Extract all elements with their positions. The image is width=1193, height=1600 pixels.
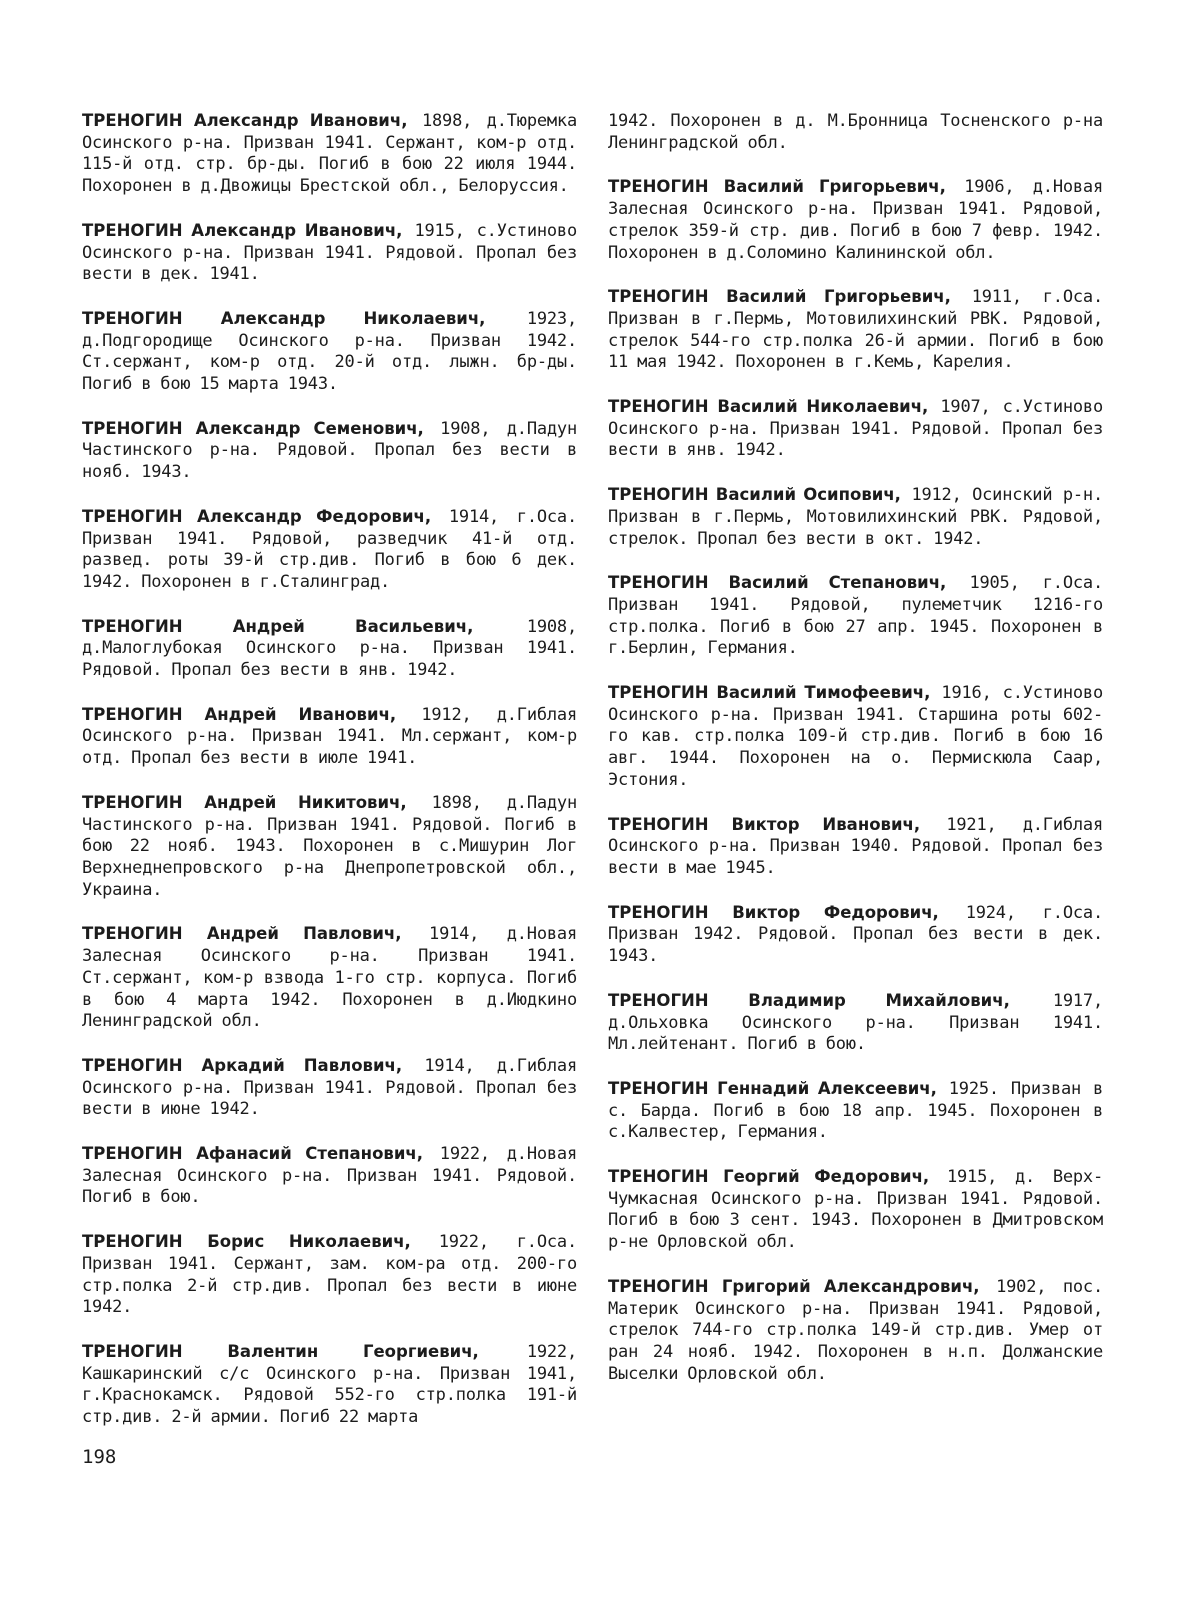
entry-name: ТРЕНОГИН Валентин Георгиевич,	[82, 1341, 479, 1361]
entry	[82, 110, 577, 198]
entry-text: 1921, д.Гиблая Осинского р-на. Призван 1940. Рядовой. Пропал без вести в мае 1945.	[608, 814, 1103, 878]
entry	[82, 1341, 577, 1429]
entry-name: ТРЕНОГИН Василий Григорьевич,	[608, 287, 951, 307]
entry	[82, 923, 577, 1033]
entry-name: ТРЕНОГИН Григорий Александрович,	[608, 1276, 980, 1296]
entry	[608, 1166, 1103, 1254]
entry-text: 1906, д.Новая Залесная Осинского р-на. Призван 1941. Рядовой, стрелок 359-й стр. див. Погиб в бою 7 февр. 1942. Похоронен в д.Соломино Калининской обл.	[608, 177, 1103, 263]
entry	[608, 1276, 1103, 1386]
entry-name: ТРЕНОГИН Александр Семенович,	[82, 418, 424, 438]
entry-name: ТРЕНОГИН Александр Иванович,	[82, 111, 408, 130]
entry-text: 1925. Призван в с. Барда. Погиб в бою 18 апр. 1945. Похоронен в с.Калвестер, Германия.	[608, 1078, 1103, 1143]
entry	[82, 506, 577, 594]
entry	[608, 902, 1103, 968]
entry-name: ТРЕНОГИН Александр Николаевич,	[82, 308, 486, 328]
entry-name: ТРЕНОГИН Василий Осипович,	[608, 485, 901, 505]
entry	[82, 418, 577, 484]
entry	[82, 308, 577, 396]
entry-name: ТРЕНОГИН Андрей Васильевич,	[82, 616, 474, 636]
entry-continuation	[608, 110, 1103, 154]
entry-text: 1902, пос. Материк Осинского р-на. Призван 1941. Рядовой, стрелок 744-го стр.полка 149-й стр.див. Умер от ран 24 нояб. 1942. Похоронен в н.п. Должанские Выселки Орловской обл.	[608, 1276, 1103, 1384]
entry	[608, 814, 1103, 880]
entry-name: ТРЕНОГИН Василий Степанович,	[608, 573, 947, 593]
entry	[82, 220, 577, 286]
entry-name: ТРЕНОГИН Андрей Павлович,	[82, 924, 402, 944]
entry	[608, 572, 1103, 660]
entry-name: ТРЕНОГИН Геннадий Алексеевич,	[608, 1078, 937, 1098]
entry-text: 1898, д.Тюремка Осинского р-на. Призван 1941. Сержант, ком-р отд. 115-й отд. стр. бр-ды. Погиб в бою 22 июля 1944. Похоронен в д.Двожицы Брестской обл., Белоруссия.	[82, 111, 577, 197]
entry	[82, 1055, 577, 1121]
entry-name: ТРЕНОГИН Василий Николаевич,	[608, 397, 929, 417]
entry	[608, 990, 1103, 1056]
entry-text: 1922, д.Новая Залесная Осинского р-на. Призван 1941. Рядовой. Погиб в бою.	[82, 1144, 577, 1208]
entry-name: ТРЕНОГИН Георгий Федорович,	[608, 1167, 930, 1187]
entry-name: ТРЕНОГИН Владимир Михайлович,	[608, 990, 1010, 1010]
entry-name: ТРЕНОГИН Андрей Никитович,	[82, 792, 407, 812]
entry	[608, 286, 1103, 374]
entry-text: 1917, д.Ольховка Осинского р-на. Призван 1941. Мл.лейтенант. Погиб в бою.	[608, 990, 1103, 1055]
entry	[608, 682, 1103, 792]
entry	[608, 176, 1103, 264]
entry-name: ТРЕНОГИН Афанасий Степанович,	[82, 1144, 424, 1164]
entry-text: 1911, г.Оса. Призван в г.Пермь, Мотовилихинский РВК. Рядовой, стрелок 544-го стр.полка 26-й армии. Погиб в бою 11 мая 1942. Похоронен в г.Кемь, Карелия.	[608, 287, 1103, 373]
entry-text: 1908, д.Падун Частинского р-на. Рядовой. Пропал без вести в нояб. 1943.	[82, 418, 577, 483]
entry-text: 1914, г.Оса. Призван 1941. Рядовой, разведчик 41-й отд. развед. роты 39-й стр.див. Погиб в бою 6 дек. 1942. Похоронен в г.Сталинград.	[82, 506, 577, 592]
entry-name: ТРЕНОГИН Андрей Иванович,	[82, 704, 397, 724]
entry-name: ТРЕНОГИН Виктор Иванович,	[608, 814, 921, 834]
right-column	[608, 110, 1103, 1407]
entry-text: 1908, д.Малоглубокая Осинского р-на. Призван 1941. Рядовой. Пропал без вести в янв. 1942.	[82, 616, 577, 681]
entry	[82, 704, 577, 770]
entry-text: 1898, д.Падун Частинского р-на. Призван 1941. Рядовой. Погиб в бою 22 нояб. 1943. Похоронен в с.Мишурин Лог Верхнеднепровского р-на Днепропетровской обл., Украина.	[82, 792, 577, 900]
entry-text: 1915, с.Устиново Осинского р-на. Призван 1941. Рядовой. Пропал без вести в дек. 1941.	[82, 220, 577, 285]
entry-text: 1912, д.Гиблая Осинского р-на. Призван 1941. Мл.сержант, ком-р отд. Пропал без вести в июле 1941.	[82, 704, 577, 769]
entry-text: 1922, Кашкаринский с/с Осинского р-на. Призван 1941, г.Краснокамск. Рядовой 552-го стр.полка 191-й стр.див. 2-й армии. Погиб 22 марта	[82, 1341, 577, 1428]
entry-text: 1912, Осинский р-н. Призван в г.Пермь, Мотовилихинский РВК. Рядовой, стрелок. Пропал без вести в окт. 1942.	[608, 485, 1104, 549]
entry	[608, 1078, 1103, 1144]
entry-name: ТРЕНОГИН Александр Иванович,	[82, 220, 403, 240]
entry-text: 1922, г.Оса. Призван 1941. Сержант, зам. ком-ра отд. 200-го стр.полка 2-й стр.див. Пропал без вести в июне 1942.	[82, 1232, 577, 1318]
entry-text: 1914, д.Гиблая Осинского р-на. Призван 1941. Рядовой. Пропал без вести в июне 1942.	[82, 1055, 577, 1120]
entry	[608, 396, 1103, 462]
entry-text: 1915, д. Верх-Чумкасная Осинского р-на. Призван 1941. Рядовой. Погиб в бою 3 сент. 1943. Похоронен в Дмитровском р-не Орловской обл.	[608, 1167, 1103, 1253]
entry-name: ТРЕНОГИН Василий Григорьевич,	[608, 177, 946, 197]
entry-text: 1905, г.Оса. Призван 1941. Рядовой, пулеметчик 1216-го стр.полка. Погиб в бою 27 апр. 1945. Похоронен в г.Берлин, Германия.	[608, 573, 1103, 659]
entry	[82, 616, 577, 682]
entry-name: ТРЕНОГИН Василий Тимофеевич,	[608, 683, 931, 703]
entry-text: 1942. Похоронен в д. М.Бронница Тосненского р-на Ленинградской обл.	[608, 111, 1103, 153]
entry	[82, 1231, 577, 1319]
entry-name: ТРЕНОГИН Александр Федорович,	[82, 506, 432, 526]
entry	[82, 1143, 577, 1209]
entry-text: 1923, д.Подгородище Осинского р-на. Призван 1942. Ст.сержант, ком-р отд. 20-й отд. лыжн. бр-ды. Погиб в бою 15 марта 1943.	[82, 308, 577, 395]
entry	[82, 792, 577, 902]
entry-name: ТРЕНОГИН Виктор Федорович,	[608, 902, 939, 922]
page-number: 198	[82, 1446, 117, 1468]
entry-text: 1924, г.Оса. Призван 1942. Рядовой. Пропал без вести в дек. 1943.	[608, 902, 1103, 967]
entry-name: ТРЕНОГИН Борис Николаевич,	[82, 1232, 411, 1252]
left-column	[82, 110, 577, 1451]
entry-text: 1916, с.Устиново Осинского р-на. Призван 1941. Старшина роты 602-го кав. стр.полка 109-й стр.див. Погиб в бою 16 авг. 1944. Похоронен на о. Пермискюла Саар, Эстония.	[608, 683, 1104, 790]
entry	[608, 484, 1103, 550]
entry-text: 1914, д.Новая Залесная Осинского р-на. Призван 1941. Ст.сержант, ком-р взвода 1-го стр. корпуса. Погиб в бою 4 марта 1942. Похоронен в д.Июдкино Ленинградской обл.	[82, 924, 577, 1032]
entry-text: 1907, с.Устиново Осинского р-на. Призван 1941. Рядовой. Пропал без вести в янв. 1942.	[608, 397, 1103, 461]
entry-name: ТРЕНОГИН Аркадий Павлович,	[82, 1055, 403, 1075]
